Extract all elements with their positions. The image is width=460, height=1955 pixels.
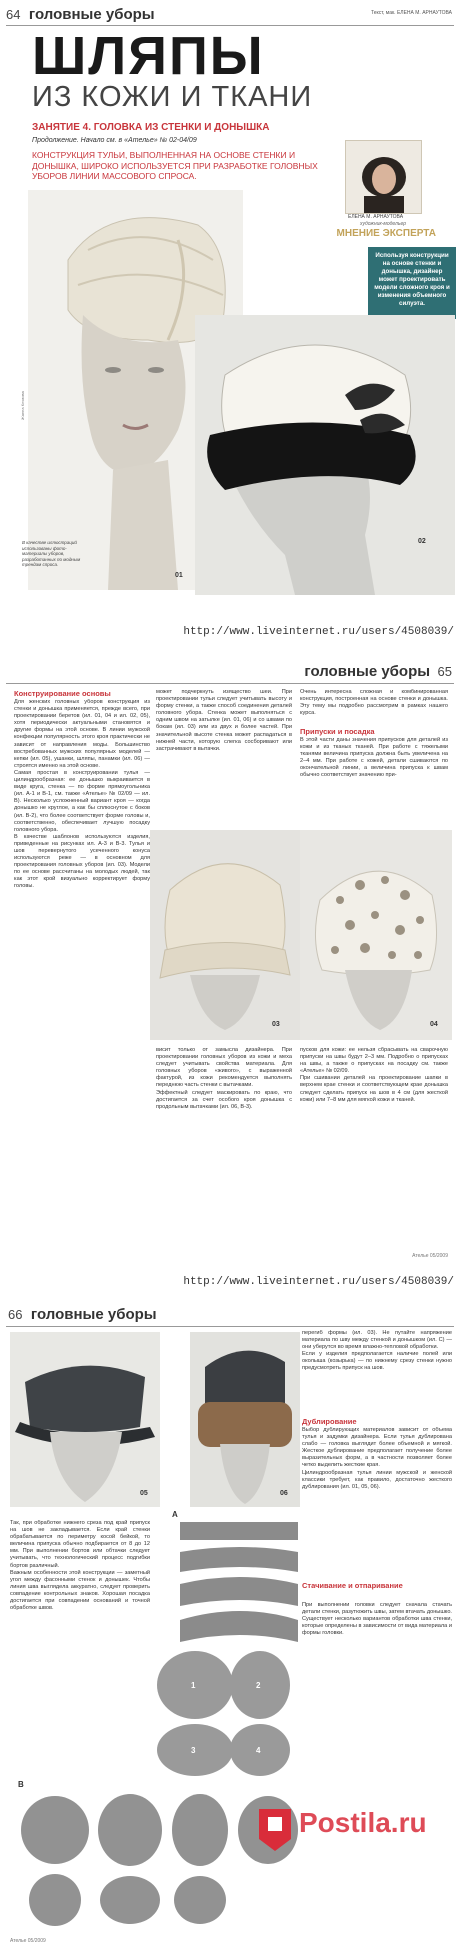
section-title: головные уборы: [304, 663, 431, 680]
header-rule: [6, 683, 454, 684]
text-column-3-top: [300, 689, 448, 719]
photo-label-04: 04: [430, 1021, 438, 1028]
side-caption: В качестве иллюстраций использованы фото-материалы уборов, разработанных по модным трендам спроса.: [22, 540, 81, 567]
lead-paragraph: КОНСТРУКЦИЯ ТУЛЬИ, ВЫПОЛНЕННАЯ НА ОСНОВЕ СТЕНКИ И ДОНЫШКА, ШИРОКО ИСПОЛЬЗУЕТСЯ ПРИ РАЗРАБОТКЕ ГОЛОВНЫХ УБОРОВ ЛИНИИ МАССОВОГО СПРОСА.: [32, 150, 318, 181]
page-number: 65: [437, 664, 452, 679]
svg-text:4: 4: [256, 1746, 261, 1755]
page-header: [304, 663, 452, 681]
page-64: [0, 0, 460, 648]
text-column-left: [10, 1520, 150, 1720]
photo-beige-cloche: [150, 830, 300, 1040]
photo-label-03: 03: [272, 1021, 280, 1028]
paragraph: Выбор дублирующих материалов зависит от объема тулья и задумки дизайнера. Если тулья дублирована слабо — головка выглядит более объемной и мягкой. Жесткое дублирование предполагает получение более выразительных форм, а в частности позволяет более четко выделить жесткие края.: [302, 1427, 452, 1469]
text-column-2-top: [156, 689, 292, 834]
diagram-label-a: А: [172, 1510, 178, 1519]
svg-text:1: 1: [191, 1681, 196, 1690]
section-title: головные уборы: [30, 1306, 157, 1323]
text-column-right-1: [302, 1330, 452, 1410]
section-heading: Конструирование основы: [14, 689, 111, 698]
photo-label-06: 06: [280, 1490, 288, 1497]
photo-fur-hat: [190, 1332, 300, 1507]
paragraph: Если у изделия предполагается наличие полей или околыша (козырька) — по нижнему срезу стенки нужно предусмотреть припуск на шов.: [302, 1351, 452, 1372]
paragraph: Очень интересна сложная и комбинированная конструкция, построенная на основе стенки и донышка. Эту тему мы подробно рассмотрим в рамках нашего курса.: [300, 689, 448, 717]
expert-label: МНЕНИЕ ЭКСПЕРТА: [336, 228, 436, 239]
paragraph: висит только от замысла дизайнера. При проектировании головных уборов из кожи и меха следует учитывать свойства материала. Для головных уборов «живого», с выраженной фактурой, из кожи рекомендуется выполнять переднюю часть стенки с вытачками.: [156, 1047, 292, 1089]
photo-credit-1: Жанна Клязова: [20, 391, 25, 420]
photo-cloche-hat: [195, 315, 455, 595]
text-column-right-2: [302, 1427, 452, 1577]
postila-watermark[interactable]: [255, 1795, 455, 1885]
paragraph: Для женских головных уборов конструкция из стенки и донышка применяется, прежде всего, при проектировании беретов (ил. 01, 04 и ил. 02, 05), хотя периодически актуальными становятся и другие формы на этой основе. В линии мужской конфекции популярность этого кроя практически не зависит от направления моды. Большинство востребованных мужских популярных моделей — кепки (ил. 05), ушанки, шляпы, панамки (ил. 06) — строятся именно на этой основе.: [14, 699, 150, 769]
text-column-2-bottom: [156, 1047, 292, 1247]
paragraph: При сшивании деталей на проектирование шапки в верхнем крае стенки и соответствующем крае донышка следует сделать припуск на шов в 4 см (для жесткой кожи) или 7–8 мм для мягкой кожи и тканей.: [300, 1075, 448, 1103]
continuation-note: Продолжение. Начало см. в «Ателье» № 02-04/09: [32, 137, 197, 144]
page-number: 66: [8, 1307, 23, 1322]
section-heading: Дублирование: [302, 1417, 357, 1426]
photo-label-02: 02: [418, 538, 426, 545]
expert-photo: [345, 140, 422, 214]
page-footer: Ателье 05/2009: [10, 1938, 46, 1944]
page-footer: Ателье 05/2009: [412, 1253, 448, 1259]
text-column-1: [14, 699, 150, 1249]
text-column-3-bottom: [300, 1047, 448, 1247]
source-url-1[interactable]: http://www.liveinternet.ru/users/4508039/: [183, 626, 454, 638]
page-header: [8, 1306, 157, 1324]
source-url-2[interactable]: http://www.liveinternet.ru/users/4508039/: [183, 1276, 454, 1288]
author-credits: Текст, мак. ЕЛЕНА М. АРНАУТОВА: [370, 10, 452, 16]
text-column-3-mid: [300, 737, 448, 827]
page-number: 64: [6, 7, 21, 22]
expert-quote: Используя конструкции на основе стенки и донышка, дизайнер может проектировать модели сложного кроя и изменения объемного силуэта.: [374, 252, 450, 307]
photo-label-01: 01: [175, 572, 183, 579]
expert-name: ЕЛЕНА М. АРНАУТОВА: [348, 214, 404, 220]
page-header: [6, 6, 155, 24]
paragraph: При выполнении головки следует сначала стачать детали стенки, разутюжить швы, затем втачать донышко. Существует несколько вариантов обработки шва стенки, которые определены в зависимости от вида материала и формы головки.: [302, 1602, 452, 1637]
section-heading: Припуски и посадка: [300, 727, 375, 736]
paragraph: В качестве шаблонов используются изделия, приведенные на рисунках ил. А-3 и В-3. Тулья и шов перевернутого усеченного конуса используются реже — в основном для проектирования головных уборов (ил. 03). Модели по ее основе рассчитаны на молодых людей, так как этот крой визуально корректирует форму головы.: [14, 833, 150, 890]
photo-men-cap: [10, 1332, 160, 1507]
section-heading: Стачивание и отпаривание: [302, 1581, 403, 1590]
text-column-right-3: [302, 1602, 452, 1797]
page-65: [0, 655, 460, 1275]
watermark-text: Postila.ru: [299, 1807, 427, 1838]
svg-text:2: 2: [256, 1681, 261, 1690]
header-rule: [6, 1326, 454, 1327]
svg-text:3: 3: [191, 1746, 196, 1755]
section-title: головные уборы: [28, 6, 155, 23]
paragraph: Важным особенности этой конструкции — заметный угол между фасонными стенок и донышек. Чтобы линия шва выглядела аккуратно, следует проверить совпадение контрольных знаков. Хорошая посадка достигается при совпадении оснований и точной обработке швов.: [10, 1569, 150, 1612]
paragraph: Цилиндрообразная тулья линии мужской и женской классики требует, как правило, достаточно жесткого дублирования (ил. 01, 05, 06).: [302, 1469, 452, 1490]
postila-logo-icon: [255, 1805, 295, 1855]
photo-spotted-cloche: [300, 830, 452, 1040]
paragraph: может подчеркнуть изящество шеи. При проектировании тульи следует учитывать высоту и форму стенки, а также способ соединения деталей головного убора. Стенка может выполняться с одним швом на затылке (ил. 01, 06) и со швами по бокам (ил. 03) или из двух и более частей. При значительной высоте стенка может распадаться в нижней части, которую слегка сосборивают или застрачивают в вытачки.: [156, 689, 292, 752]
article-title-main: ШЛЯПЫ: [32, 26, 265, 86]
pattern-diagram-a: [150, 1510, 300, 1780]
paragraph: В этой части даны значения припусков для деталей из кожи и из тканых тканей. При работе с тяжелыми тканями величина припуска должна быть увеличена на 2–4 мм. При работе с кожей, детали сшиваются по окончательной линии, а величина припуска к швам обычно соответствует значению при-: [300, 737, 448, 779]
paragraph: перегиб формы (ил. 03). Не путайте напряжение материала по шву между стенкой и донышком (ил. С) — они уберутся во время влажно-тепловой обработки.: [302, 1330, 452, 1351]
paragraph: Самая простая в конструировании тулья — цилиндрообразная: ее донышко выкраивается в виде круга, стенка — по форме прямоугольника (ил. А-1 и В-1, см. также «Ателье» № 02/09 — ил. В). Несколько усложненный вариант кроя — когда донышко не круглое, а как бы сплюснутое с боков (ил. В-2), что более соответствует форме головы и, соответственно, обеспечивает лучшую посадку головного убора.: [14, 769, 150, 833]
paragraph: Эффектный следует маскировать по краю, что достигается за счет особого кроя донышка с продольным вытачками (ил. 06, В-3).: [156, 1089, 292, 1110]
photo-label-05: 05: [140, 1490, 148, 1497]
paragraph: пусков для кожи: ее нельзя сбрасывать на сварочную припуски на швы будут 2–3 мм. Подробно о припусках на швы, а также о припусках на посадку см. также «Ателье» № 02/09.: [300, 1047, 448, 1075]
article-title-sub: ИЗ КОЖИ И ТКАНИ: [32, 81, 313, 113]
paragraph: Так, при обработке нижнего среза под край припуск на шов не закладывается. Если край стенки обрабатывается по периметру косой бейкой, то величина припуска обычно подбирается от 8 до 12 мм. При выполнении бортов или обтачки следует учитывать, что технологический процесс подгибки бортов различный.: [10, 1520, 150, 1569]
diagram-label-b: В: [18, 1780, 24, 1789]
lesson-heading: ЗАНЯТИЕ 4. ГОЛОВКА ИЗ СТЕНКИ И ДОНЫШКА: [32, 122, 270, 133]
expert-role: художник-модельер: [360, 221, 407, 227]
